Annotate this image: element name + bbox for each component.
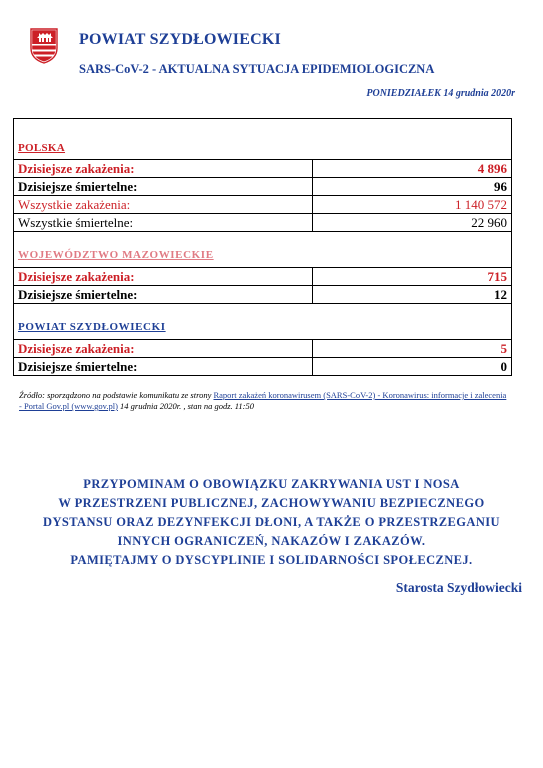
row-label: Wszystkie śmiertelne: xyxy=(14,214,313,232)
row-label: Dzisiejsze śmiertelne: xyxy=(14,178,313,196)
reminder-line: W PRZESTRZENI PUBLICZNEJ, ZACHOWYWANIU BEZPIECZNEGO xyxy=(58,496,485,510)
table-row xyxy=(14,178,512,196)
row-label: Dzisiejsze zakażenia: xyxy=(14,268,313,286)
report-date: PONIEDZIAŁEK 14 grudnia 2020r xyxy=(366,88,515,99)
row-value: 715 xyxy=(313,268,512,286)
page-title: POWIAT SZYDŁOWIECKI xyxy=(79,31,281,48)
source-suffix: 14 grudnia 2020r. , stan na godz. 11:50 xyxy=(117,401,255,411)
source-link[interactable]: Raport zakażeń koronawirusem (SARS-CoV-2) - Koronawirus: informacje i zalecenia - Portal Gov.pl (www.gov.pl) xyxy=(19,390,507,411)
coat-of-arms-icon xyxy=(30,28,58,64)
signature: Starosta Szydłowiecki xyxy=(395,580,522,595)
row-value: 96 xyxy=(313,178,512,196)
row-value: 22 960 xyxy=(313,214,512,232)
section-label-mazowieckie: WOJEWÓDZTWO MAZOWIECKIE xyxy=(18,249,214,261)
row-value: 12 xyxy=(313,286,512,304)
source-note xyxy=(19,390,509,412)
row-label: Wszystkie zakażenia: xyxy=(14,196,313,214)
table-row xyxy=(14,286,512,304)
table-row xyxy=(14,340,512,358)
reminder-line: DYSTANSU ORAZ DEZYNFEKCJI DŁONI, A TAKŻE O PRZESTRZEGANIU xyxy=(43,515,500,529)
section-label-poland: POLSKA xyxy=(18,142,66,154)
row-label: Dzisiejsze zakażenia: xyxy=(14,160,313,178)
source-prefix: Źródło: sporządzono na podstawie komunikatu ze strony xyxy=(19,390,214,400)
reminder-line: INNYCH OGRANICZEŃ, NAKAZÓW I ZAKAZÓW. xyxy=(117,534,426,548)
reminder-line: PAMIĘTAJMY O DYSCYPLINIE I SOLIDARNOŚCI SPOŁECZNEJ. xyxy=(70,553,473,567)
table-row xyxy=(14,196,512,214)
statistics-table xyxy=(13,118,512,376)
section-header-poland xyxy=(14,119,512,160)
section-header-szydlowiecki xyxy=(14,304,512,340)
row-value: 1 140 572 xyxy=(313,196,512,214)
table-row xyxy=(14,160,512,178)
section-label-szydlowiecki: POWIAT SZYDŁOWIECKI xyxy=(18,321,166,333)
row-label: Dzisiejsze zakażenia: xyxy=(14,340,313,358)
reminder-line: PRZYPOMINAM O OBOWIĄZKU ZAKRYWANIA UST I NOSA xyxy=(83,477,460,491)
row-value: 5 xyxy=(313,340,512,358)
table-row xyxy=(14,214,512,232)
table-row xyxy=(14,358,512,376)
row-value: 0 xyxy=(313,358,512,376)
table-row xyxy=(14,268,512,286)
section-header-mazowieckie xyxy=(14,232,512,268)
row-value: 4 896 xyxy=(313,160,512,178)
safety-reminder xyxy=(20,475,523,570)
row-label: Dzisiejsze śmiertelne: xyxy=(14,286,313,304)
page-subtitle: SARS-CoV-2 - AKTUALNA SYTUACJA EPIDEMIOLOGICZNA xyxy=(79,62,435,76)
row-label: Dzisiejsze śmiertelne: xyxy=(14,358,313,376)
